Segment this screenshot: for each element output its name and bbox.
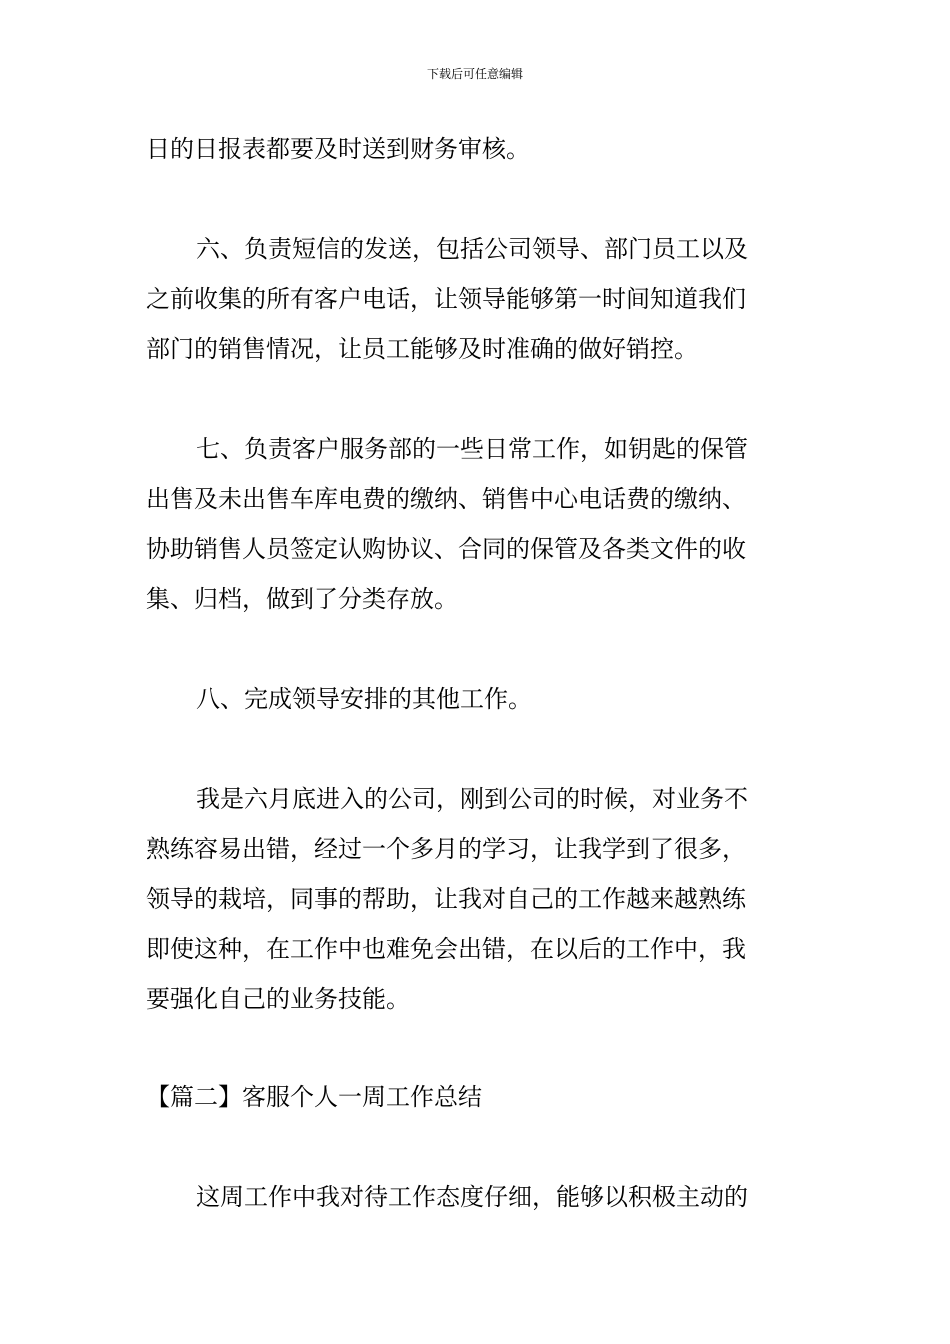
text-line: 八、完成领导安排的其他工作。: [196, 685, 532, 713]
text-line: 协助销售人员签定认购协议、合同的保管及各类文件的收: [146, 535, 746, 563]
text-line: 要强化自己的业务技能。: [146, 985, 410, 1013]
text-line: 这周工作中我对待工作态度仔细，能够以积极主动的: [196, 1183, 748, 1211]
text-line: 部门的销售情况，让员工能够及时准确的做好销控。: [146, 335, 698, 363]
text-line: 出售及未出售车库电费的缴纳、销售中心电话费的缴纳、: [146, 485, 746, 513]
text-line: 熟练容易出错，经过一个多月的学习，让我学到了很多，: [146, 835, 746, 863]
text-line: 日的日报表都要及时送到财务审核。: [146, 135, 530, 163]
text-line: 领导的栽培，同事的帮助，让我对自己的工作越来越熟练: [146, 885, 746, 913]
section-heading: 【篇二】客服个人一周工作总结: [146, 1083, 482, 1111]
page-header-note: 下载后可任意编辑: [426, 67, 523, 81]
text-line: 七、负责客户服务部的一些日常工作，如钥匙的保管: [196, 435, 748, 463]
text-line: 之前收集的所有客户电话，让领导能够第一时间知道我们: [146, 285, 746, 313]
text-line: 集、归档，做到了分类存放。: [146, 585, 458, 613]
text-line: 我是六月底进入的公司，刚到公司的时候，对业务不: [196, 785, 748, 813]
text-line: 六、负责短信的发送，包括公司领导、部门员工以及: [196, 235, 748, 263]
text-line: 即使这种，在工作中也难免会出错，在以后的工作中，我: [146, 935, 746, 963]
